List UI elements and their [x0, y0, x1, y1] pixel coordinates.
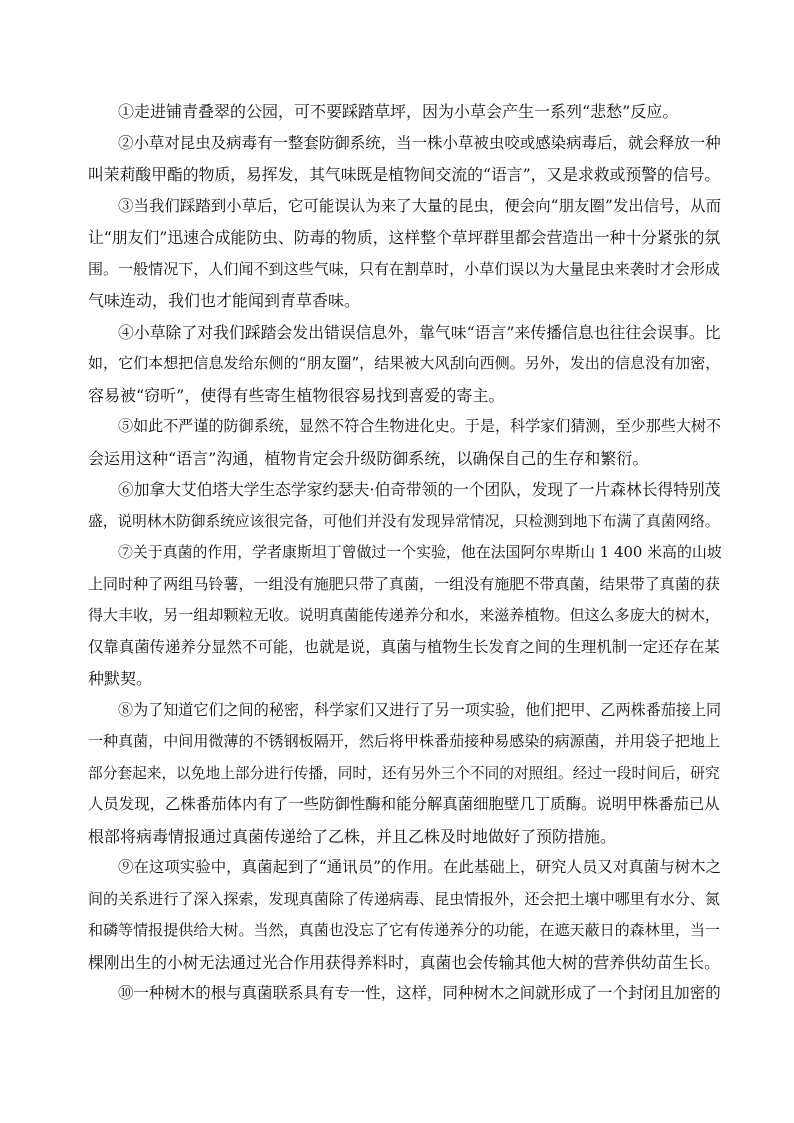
paragraph: [88, 695, 720, 853]
text-line: 气味连动，我们也才能闻到青草香味。: [88, 291, 361, 310]
text-line: 棵刚出生的小树无法通过光合作用获得养料时，真菌也会传输其他大树的营养供幼苗生长。: [88, 952, 720, 972]
paragraph: [88, 852, 720, 978]
text-line: ⑧为了知道它们之间的秘密，科学家们又进行了另一项实验，他们把甲、乙两株番茄接上同: [118, 700, 722, 719]
paragraph: [88, 96, 720, 128]
text-line: 叫茉莉酸甲酯的物质，易挥发，其气味既是植物间交流的“语言”，又是求救或预警的信号。: [88, 165, 721, 184]
text-line: ⑩一种树木的根与真菌联系具有专一性，这样，同种树木之间就形成了一个封闭且加密的: [118, 984, 721, 1002]
text-line: 得大丰收，另一组却颗粒无收。说明真菌能传递养分和水，来滋养植物。但这么多庞大的树木，: [88, 606, 720, 624]
text-line: ⑤如此不严谨的防御系统，显然不符合生物进化史。于是，科学家们猜测，至少那些大树不: [118, 417, 722, 435]
paragraph: [88, 978, 720, 1010]
text-line: 如，它们本想把信息发给东侧的“朋友圈”，结果被大风刮向西侧。另外，发出的信息没有加密，: [88, 354, 721, 372]
text-line: 让“朋友们”迅速合成能防虫、防毒的物质，这样整个草坪群里都会营造出一种十分紧张的氛: [88, 228, 721, 247]
text-line: 会运用这种“语言”沟通，植物肯定会升级防御系统，以确保自己的生存和繁衍。: [88, 448, 649, 468]
text-line: 种默契。: [88, 669, 153, 688]
text-line: 盛，说明林木防御系统应该很完备，可他们并没有发现异常情况，只检测到地下布满了真菌网络。: [88, 512, 720, 530]
text-line: ⑥加拿大艾伯塔大学生态学家约瑟夫·伯奇带领的一个团队，发现了一片森林长得特别茂: [118, 480, 721, 499]
text-line: ④小草除了对我们踩踏会发出错误信息外，靠气味“语言”来传播信息也往往会误事。比: [118, 322, 721, 342]
text-line: ②小草对昆虫及病毒有一整套防御系统，当一株小草被虫咬或感染病毒后，就会释放一种: [118, 133, 721, 152]
text-line: 间的关系进行了深入探索，发现真菌除了传递病毒、昆虫情报外，还会把土壤中哪里有水分、氮: [88, 889, 720, 908]
text-line: 容易被“窃听”，使得有些寄生植物很容易找到喜爱的寄主。: [88, 385, 505, 405]
paragraph: [88, 128, 720, 191]
text-line: ⑦关于真菌的作用，学者康斯坦丁曾做过一个实验，他在法国阿尔卑斯山 1 400 米高的山坡: [118, 543, 722, 561]
paragraph: [88, 474, 720, 537]
text-line: 围。一般情况下，人们闻不到这些气味，只有在割草时，小草们误以为大量昆虫来袭时才会形成: [88, 259, 720, 278]
text-line: 上同时种了两组马铃薯，一组没有施肥只带了真菌，一组没有施肥不带真菌，结果带了真菌的获: [88, 574, 720, 593]
text-line: ⑨在这项实验中，真菌起到了“通讯员”的作用。在此基础上，研究人员又对真菌与树木之: [118, 858, 722, 876]
text-line: 和磷等情报提供给大树。当然，真菌也没忘了它有传递养分的功能，在遮天蔽日的森林里，当一: [88, 921, 720, 939]
text-line: 仅靠真菌传递养分显然不可能，也就是说，真菌与植物生长发育之间的生理机制一定还存在某: [88, 637, 720, 656]
paragraph: [88, 191, 720, 317]
text-line: 一种真菌，中间用微薄的不锈钢板隔开，然后将甲株番茄接种易感染的病源菌，并用袋子把地上: [88, 732, 720, 750]
text-line: 部分套起来，以免地上部分进行传播，同时，还有另外三个不同的对照组。经过一段时间后，研究: [88, 764, 720, 782]
text-line: ③当我们踩踏到小草后，它可能误认为来了大量的昆虫，便会向“朋友圈”发出信号，从而: [118, 196, 722, 215]
paragraph: [88, 411, 720, 474]
text-line: 人员发现，乙株番茄体内有了一些防御性酶和能分解真菌细胞壁几丁质酶。说明甲株番茄已从: [88, 795, 720, 813]
paragraph: [88, 537, 720, 695]
text-line: 根部将病毒情报通过真菌传递给了乙株，并且乙株及时地做好了预防措施。: [88, 826, 617, 846]
paragraph: [88, 317, 720, 412]
text-line: ①走进铺青叠翠的公园，可不要踩踏草坪，因为小草会产生一系列“悲愁”反应。: [118, 102, 679, 121]
document-body: [88, 96, 720, 1010]
